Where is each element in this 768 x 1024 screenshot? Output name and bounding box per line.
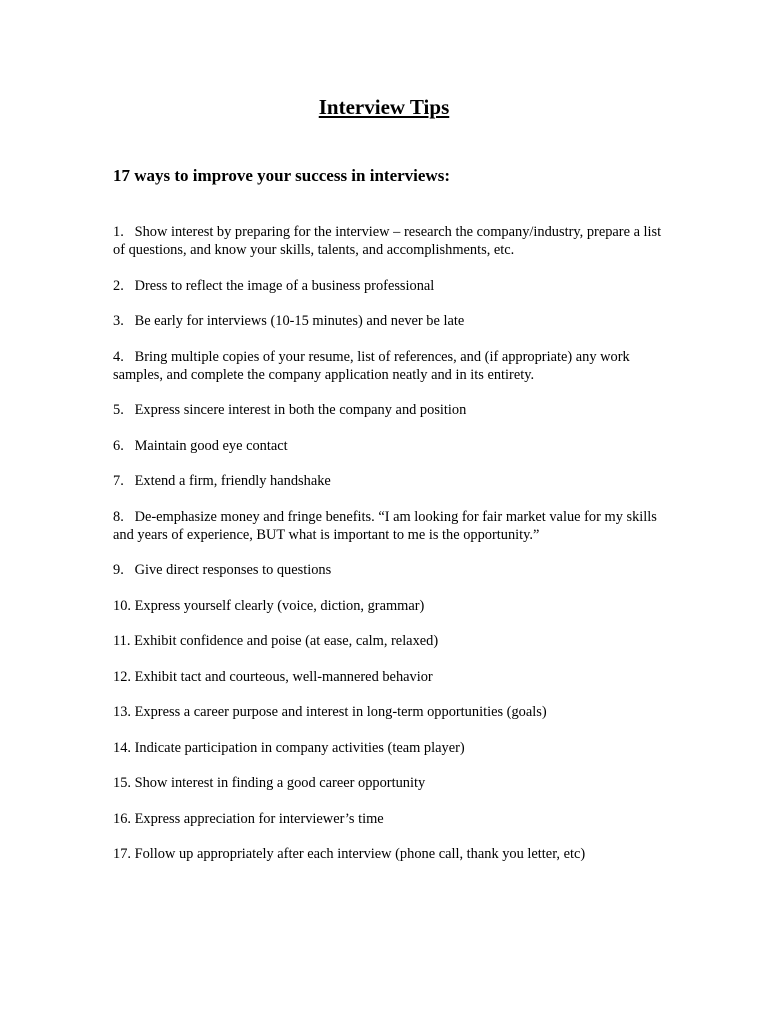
list-item: [113, 561, 663, 579]
list-item: [113, 348, 663, 384]
document-title: Interview Tips: [318, 95, 450, 119]
tip-text: Extend a firm, friendly handshake: [134, 473, 331, 489]
tip-number: 2.: [113, 277, 124, 294]
tip-number: 17.: [113, 846, 131, 862]
list-item: [113, 703, 663, 721]
tip-text: Express a career purpose and interest in long-term opportunities (goals): [134, 704, 547, 720]
tip-number: 8.: [113, 508, 124, 525]
document-subtitle: 17 ways to improve your success in interviews:: [113, 166, 450, 185]
tip-text: Express yourself clearly (voice, diction, grammar): [134, 597, 425, 614]
list-item: [113, 774, 663, 792]
list-item: [113, 739, 663, 757]
tips-list: [113, 223, 663, 881]
tip-number: 3.: [113, 313, 124, 329]
list-item: [113, 223, 663, 259]
tip-text: De-emphasize money and fringe benefits. “I am looking for fair market value for my skills and years of experience, BUT what is important to me is the opportunity.”: [113, 508, 657, 543]
tip-text: Be early for interviews (10-15 minutes) and never be late: [134, 313, 465, 329]
tip-number: 10.: [113, 597, 131, 614]
tip-text: Express appreciation for interviewer’s time: [134, 810, 384, 827]
tip-text: Show interest in finding a good career opportunity: [134, 775, 426, 791]
tip-text: Dress to reflect the image of a business professional: [134, 277, 435, 294]
tip-number: 12.: [113, 668, 131, 685]
tip-number: 7.: [113, 473, 124, 489]
list-item: [113, 312, 663, 330]
tip-text: Exhibit confidence and poise (at ease, calm, relaxed): [134, 633, 439, 649]
tip-text: Maintain good eye contact: [134, 437, 288, 454]
tip-number: 9.: [113, 562, 124, 578]
tip-number: 13.: [113, 704, 131, 720]
list-item: [113, 437, 663, 455]
tip-text: Bring multiple copies of your resume, list of references, and (if appropriate) any work samples, and complete the company application neatly and in its entirety.: [113, 348, 630, 383]
tip-number: 14.: [113, 739, 131, 756]
tip-number: 5.: [113, 402, 124, 418]
list-item: [113, 277, 663, 295]
list-item: [113, 632, 663, 650]
tip-text: Give direct responses to questions: [134, 562, 332, 578]
tip-number: 16.: [113, 810, 131, 827]
tip-number: 11.: [113, 633, 131, 649]
tip-number: 6.: [113, 437, 124, 454]
tip-number: 15.: [113, 775, 131, 791]
tip-number: 1.: [113, 224, 124, 240]
list-item: [113, 810, 663, 828]
list-item: [113, 597, 663, 615]
tip-text: Exhibit tact and courteous, well-mannered behavior: [134, 668, 433, 685]
list-item: [113, 401, 663, 419]
list-item: [113, 508, 663, 544]
list-item: [113, 472, 663, 490]
tip-text: Follow up appropriately after each interview (phone call, thank you letter, etc): [134, 846, 586, 862]
tip-text: Show interest by preparing for the interview – research the company/industry, prepare a list of questions, and know your skills, talents, and accomplishments, etc.: [113, 224, 662, 258]
list-item: [113, 668, 663, 686]
tip-text: Indicate participation in company activities (team player): [134, 739, 465, 756]
tip-text: Express sincere interest in both the company and position: [134, 402, 467, 418]
tip-number: 4.: [113, 348, 124, 365]
list-item: [113, 845, 663, 863]
